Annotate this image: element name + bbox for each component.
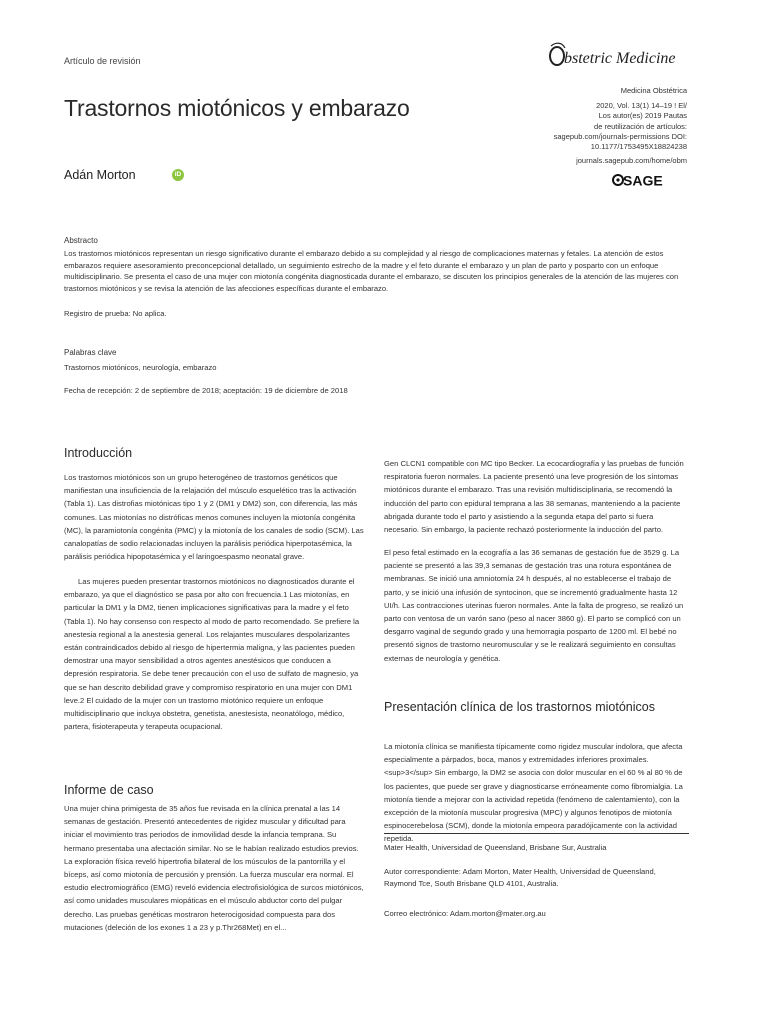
- orcid-icon[interactable]: iD: [172, 169, 184, 181]
- keywords-heading: Palabras clave: [64, 348, 117, 357]
- meta-line-journal-url[interactable]: journals.sagepub.com/home/obm: [576, 156, 687, 166]
- meta-line-doi[interactable]: 10.1177/1753495X18824238: [590, 142, 687, 152]
- meta-line-volume: 2020, Vol. 13(1) 14–19 ! El/: [596, 101, 687, 111]
- section-heading-introduction: Introducción: [64, 446, 133, 460]
- article-type-label: Artículo de revisión: [64, 56, 141, 66]
- keywords-list: Trastornos miotónicos, neurología, embarazo: [64, 363, 217, 372]
- abstract-body: Los trastornos miotónicos representan un riesgo significativo durante el embarazo debido a su complejidad y al riesgo de complicaciones maternas y fetales. La atención de estos embarazos requiere asesoramiento preconcepcional detallado, un seguimiento estrecho de la madre y el feto durante el embarazo y un plan de parto y posparto con un enfoque multidisciplinario. Se presenta el caso de una mujer con miotonía congénita diagnosticada durante el embarazo, se discuten los principios generales de la atención de las mujeres con trastornos miotónicos y se revisa la atención de las afecciones específicas durante el embarazo.: [64, 249, 679, 293]
- case-report-paragraph: Una mujer china primigesta de 35 años fue revisada en la clínica prenatal a las 14 semanas de gestación. Presentó antecedentes de rigidez muscular y dificultad para iniciar el movimiento tras periodos de inmovilidad desde la infancia temprana. Su hermano presentaba una afectación similar. No se le habían realizado estudios previos. La exploración física reveló hipertrofia bilateral de los músculos de la pantorrilla y el bíceps, así como miotonía de percusión y prensión. La fuerza muscular era normal. El estudio electromiográfico (EMG) reveló evidencia electrofisiológica de surcos miotónicos, así como unidades musculares miopáticas en el músculo abductor corto del pulgar derecho. Las pruebas genéticas mostraron heterocigosidad compuesta para dos mutaciones (deleción de los exones 1 a 23 y p.Thr268Met) en el...: [64, 804, 364, 932]
- sage-publisher-logo: [612, 172, 690, 188]
- section-heading-clinical-presentation: Presentación clínica de los trastornos miotónicos: [384, 700, 655, 714]
- journal-name: Medicina Obstétrica: [620, 86, 687, 95]
- journal-logo: [548, 42, 698, 72]
- meta-line-reuse: de reutilización de artículos:: [594, 121, 687, 131]
- case-report-continued-paragraph-2: El peso fetal estimado en la ecografía a las 36 semanas de gestación fue de 3529 g. La paciente se presentó a las 39,3 semanas de gestación tras una rotura espontánea de membranas. Se inició una amniotomía 24 h después, al no establecerse el trabajo de parto, y se inició una infusión de syntocinon, que se incrementó gradualmente hasta 12 UI/h. Las contracciones uterinas fueron normales. Ante la falta de progreso, se realizó un parto con ventosa de un varón sano (peso al nacer 3860 g). El parto se complicó con un desgarro vaginal de segundo grado y una hemorragia posparto de 1200 ml. El bebé no presentó signos de trastorno neuromuscular y se le realizará seguimiento en consultas externas de neurología y genética.: [384, 548, 684, 663]
- corresponding-author: Autor correspondiente: Adam Morton, Mater Health, Universidad de Queensland, Raymond Tce, South Brisbane QLD 4101, Australia.: [384, 867, 656, 889]
- introduction-paragraph-1: Los trastornos miotónicos son un grupo heterogéneo de trastornos genéticos que manifiestan una insuficiencia de la relajación del músculo esquelético tras la activación (Tabla 1). Las distrofias miotónicas tipo 1 y 2 (DM1 y DM2) son, con diferencia, las más comunes. Las miotonías no distróficas menos comunes incluyen la miotonía congénita (MC), la paramiotonía congénita (PMC) y la miotonía de los canales de sodio (SCM). Las canalopatías de sodio relacionadas incluyen la parálisis periódica hiperpotasémica, la parálisis periódica hipopotasémica y el laringoespasmo neonatal grave.: [64, 473, 364, 562]
- author-email[interactable]: Correo electrónico: Adam.morton@mater.org.au: [384, 909, 546, 918]
- received-accepted-dates: Fecha de recepción: 2 de septiembre de 2018; aceptación: 19 de diciembre de 2018: [64, 386, 348, 395]
- author-affiliation: Mater Health, Universidad de Queensland, Brisbane Sur, Australia: [384, 843, 607, 852]
- sage-logo-text: SAGE: [623, 172, 663, 188]
- abstract-heading: Abstracto: [64, 236, 98, 245]
- article-metadata: [520, 86, 687, 166]
- meta-line-permissions[interactable]: sagepub.com/journals-permissions DOI:: [553, 131, 687, 141]
- introduction-paragraph-2: Las mujeres pueden presentar trastornos miotónicos no diagnosticados durante el embarazo, ya que el diagnóstico se pasa por alto con frecuencia.1 Las miotonías, en particular la DM1 y la DM2, tienen implicaciones significativas para la madre y el feto (Tabla 1). No hay consenso con respecto al modo de parto recomendado. Se prefiere la anestesia regional a la anestesia general. Los relajantes musculares despolarizantes están contraindicados debido al riesgo de hipertermia maligna, y las pacientes pueden demostrar una mayor sensibilidad a otros agentes anestésicos que conducen a depresión respiratoria. Se debe tener precaución con el uso de sulfato de magnesio, ya que se han descrito debilidad grave y compromiso respiratorio en una mujer con DM1 leve.2 El cuidado de la mujer con un trastorno miotónico requiere un enfoque multidisciplinario que incluya obstetra, genetista, anestesista, neonatólogo, médico, partera, fisioterapeuta y terapeuta ocupacional.: [64, 577, 360, 732]
- case-report-continued-paragraph-1: Gen CLCN1 compatible con MC tipo Becker. La ecocardiografía y las pruebas de función respiratoria fueron normales. La paciente presentó una leve progresión de los síntomas miotónicos durante el embarazo. Tras una revisión multidisciplinaria, se recomendó la inducción del parto con epidural temprana a las 38 semanas, manteniendo a la paciente abrigada durante todo el parto y asistiendo a la segunda etapa del parto si fuera necesario. Sin embargo, la paciente rechazó posteriormente la inducción del parto.: [384, 459, 684, 535]
- clinical-presentation-paragraph: La miotonía clínica se manifiesta típicamente como rigidez muscular indolora, que afecta especialmente a párpados, boca, manos y extremidades inferiores proximales.<sup>3</sup> Sin embargo, la DM2 se asocia con dolor muscular en el 60 % al 80 % de los pacientes, que puede ser grave y diagnosticarse erróneamente como fibromialgia. La miotonía tiende a mejorar con la actividad repetida (fenómeno de calentamiento), con la excepción de la miotonía muscular progresiva (MPC) y algunos fenotipos de miotonía espinocerebelosa (SCM), donde la miotonía empeora paradójicamente con la actividad repetida.: [384, 742, 683, 844]
- journal-logo-text: bstetric Medicine: [564, 50, 676, 67]
- meta-line-copyright: Los autor(es) 2019 Pautas: [598, 111, 687, 121]
- article-title: Trastornos miotónicos y embarazo: [64, 95, 410, 121]
- section-heading-case-report: Informe de caso: [64, 783, 154, 797]
- footnote-divider: [384, 833, 689, 834]
- author-name[interactable]: Adán Morton: [64, 168, 136, 182]
- trial-registration: Registro de prueba: No aplica.: [64, 309, 167, 318]
